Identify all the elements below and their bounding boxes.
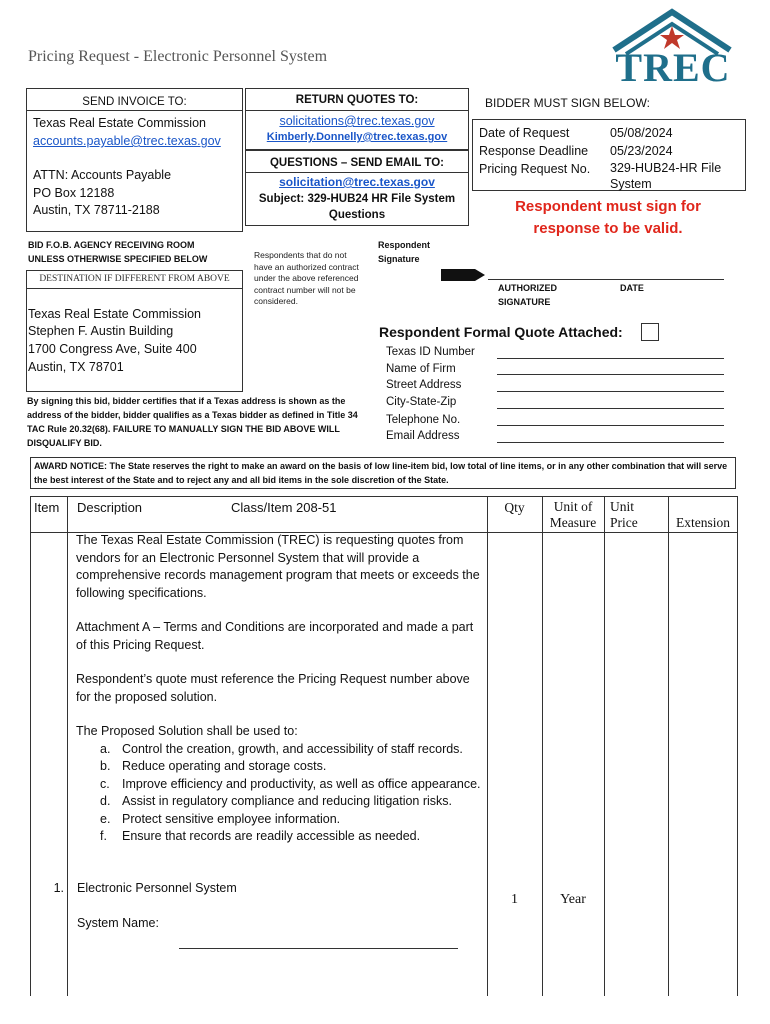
street-address-label: Street Address: [386, 379, 462, 391]
reference-paragraph: Respondent’s quote must reference the Pricing Request number above for the proposed solution.: [76, 672, 470, 704]
invoice-attn: ATTN: Accounts Payable: [33, 168, 172, 182]
response-deadline-value: 05/23/2024: [610, 144, 673, 158]
award-notice: AWARD NOTICE: The State reserves the right to make an award on the basis of low line-item bid, low total of line items, or in any other combination that will serve the best interest of the State and to reject any and all bid items in the sole discretion of the State.: [34, 461, 728, 485]
signature-line[interactable]: [488, 279, 724, 280]
respondent-signature-label-1: Respondent: [378, 240, 431, 250]
line-item-name: Electronic Personnel System: [77, 881, 237, 895]
pricing-request-label: Pricing Request No.: [479, 162, 591, 176]
authorized-signature-label-1: AUTHORIZED: [498, 283, 557, 293]
trec-logo: [608, 8, 736, 90]
invoice-po-box: PO Box 12188: [33, 186, 115, 200]
col-unit-price-2: Price: [610, 515, 638, 530]
invoice-city: Austin, TX 78711-2188: [33, 203, 160, 217]
col-unit-measure-1: Unit of: [553, 499, 593, 514]
intro-paragraph: The Texas Real Estate Commission (TREC) is requesting quotes from vendors for an Electronic Personnel System that will provide a comprehensive records management program that meets or exceeds the following specifications.: [76, 533, 480, 600]
city-state-zip-label: City-State-Zip: [386, 396, 457, 408]
bidder-heading: BIDDER MUST SIGN BELOW:: [485, 96, 650, 110]
system-name-label: System Name:: [77, 916, 159, 930]
col-extension: Extension: [676, 515, 730, 530]
col-class-item: Class/Item 208-51: [231, 500, 337, 515]
list-item: f. Ensure that records are readily accessible as needed.: [100, 829, 421, 843]
signature-warning-1: Respondent must sign for: [515, 198, 701, 215]
destination-heading: DESTINATION IF DIFFERENT FROM ABOVE: [39, 274, 230, 284]
col-description: Description: [77, 500, 143, 515]
authorized-signature-label-2: SIGNATURE: [498, 297, 551, 307]
dest-street: 1700 Congress Ave, Suite 400: [28, 342, 197, 356]
col-unit-measure-2: Measure: [549, 515, 597, 530]
page-title: Pricing Request - Electronic Personnel System: [28, 48, 328, 65]
list-item: d. Assist in regulatory compliance and reducing litigation risks.: [100, 794, 453, 808]
texas-bidder-notice: By signing this bid, bidder certifies that if a Texas address is shown as the address of the bidder, bidder qualifies as a Texas bidder as defined in Title 34 TAC Rule 20.32(68). FAILURE TO MANUALLY SIGN THE BID ABOVE WILL DISQUALIFY BID.: [27, 396, 358, 448]
respondent-signature-label-2: Signature: [378, 254, 420, 264]
usage-intro: The Proposed Solution shall be used to:: [76, 724, 298, 738]
arrow-right-icon: [441, 267, 485, 283]
email-address-input[interactable]: [497, 442, 724, 443]
invoice-email-link[interactable]: accounts.payable@trec.texas.gov: [33, 134, 221, 148]
list-item: e. Protect sensitive employee information.: [100, 811, 341, 826]
return-email-link-1[interactable]: solicitations@trec.texas.gov: [279, 114, 435, 128]
telephone-input[interactable]: [497, 425, 724, 426]
response-deadline-label: Response Deadline: [479, 144, 589, 158]
signature-warning-2: response to be valid.: [533, 220, 683, 237]
date-of-request-value: 05/08/2024: [610, 126, 673, 140]
list-item: c. Improve efficiency and productivity, as well as office appearance.: [100, 776, 481, 791]
questions-email-link[interactable]: solicitation@trec.texas.gov: [279, 175, 435, 189]
line-item-qty: 1: [511, 892, 518, 907]
line-item-number: 1.: [53, 881, 64, 895]
city-state-zip-input[interactable]: [497, 408, 724, 409]
list-item: a. Control the creation, growth, and accessibility of staff records.: [100, 741, 463, 756]
respondent-note: Respondents that do not have an authorized contract under the above referenced contract number will not be considered.: [254, 250, 359, 306]
usage-list: [76, 741, 482, 846]
invoice-org: Texas Real Estate Commission: [33, 116, 206, 130]
return-quotes-heading: RETURN QUOTES TO:: [295, 94, 419, 106]
firm-name-label: Name of Firm: [386, 363, 456, 375]
firm-name-input[interactable]: [497, 374, 724, 375]
attachment-paragraph: Attachment A – Terms and Conditions are incorporated and made a part of this Pricing Request.: [76, 620, 474, 652]
line-item-unit: Year: [560, 892, 586, 907]
formal-quote-label: Respondent Formal Quote Attached:: [379, 324, 623, 340]
email-address-label: Email Address: [386, 430, 460, 442]
fob-line-2: UNLESS OTHERWISE SPECIFIED BELOW: [28, 254, 208, 264]
dest-org: Texas Real Estate Commission: [28, 307, 201, 321]
texas-id-input[interactable]: [497, 358, 724, 359]
system-name-input[interactable]: [179, 948, 458, 949]
telephone-label: Telephone No.: [386, 414, 461, 426]
col-item: Item: [34, 500, 60, 515]
formal-quote-checkbox[interactable]: [641, 323, 659, 341]
pricing-request-value: 329-HUB24-HR File System: [610, 161, 722, 191]
street-address-input[interactable]: [497, 391, 724, 392]
col-unit-price-1: Unit: [610, 499, 635, 514]
dest-city: Austin, TX 78701: [28, 360, 124, 374]
subject-line: Subject: 329-HUB24 HR File System: [258, 193, 456, 205]
list-item: b. Reduce operating and storage costs.: [100, 759, 327, 773]
date-label: DATE: [620, 283, 644, 293]
fob-line-1: BID F.O.B. AGENCY RECEIVING ROOM: [28, 240, 195, 250]
texas-id-label: Texas ID Number: [386, 346, 475, 358]
dest-building: Stephen F. Austin Building: [28, 324, 174, 338]
return-email-link-2[interactable]: Kimberly.Donnelly@trec.texas.gov: [266, 131, 448, 143]
date-of-request-label: Date of Request: [479, 126, 570, 140]
questions-heading: QUESTIONS – SEND EMAIL TO:: [269, 157, 445, 169]
logo-text: TREC: [615, 45, 731, 90]
send-invoice-heading: SEND INVOICE TO:: [82, 96, 187, 108]
col-qty: Qty: [504, 500, 525, 515]
description-body: [76, 532, 482, 846]
subject-line-2: Questions: [328, 209, 386, 221]
